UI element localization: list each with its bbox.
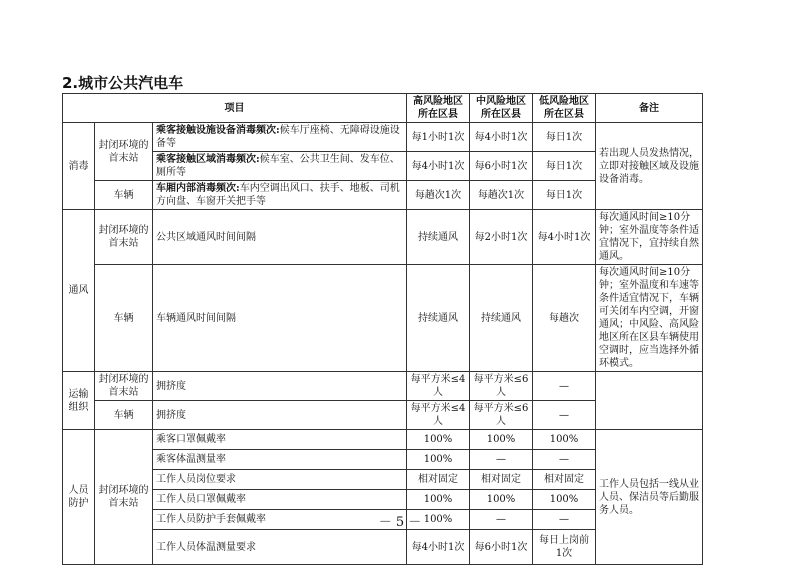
value-mid: 相对固定 bbox=[470, 470, 533, 490]
value-high: 每趟次1次 bbox=[407, 181, 470, 210]
value-high: 每1小时1次 bbox=[407, 123, 470, 152]
header-mid-risk: 中风险地区所在区县 bbox=[470, 94, 533, 123]
category-transport: 运输组织 bbox=[63, 372, 95, 430]
value-mid: 100% bbox=[470, 430, 533, 450]
item-text: 工作人员防护手套佩戴率 bbox=[153, 510, 407, 530]
value-low: 相对固定 bbox=[533, 470, 596, 490]
value-high: 每平方米≤4人 bbox=[407, 372, 470, 401]
value-low: — bbox=[533, 401, 596, 430]
value-mid: 每4小时1次 bbox=[470, 123, 533, 152]
value-mid: 每平方米≤6人 bbox=[470, 372, 533, 401]
category-ventilation: 通风 bbox=[63, 210, 95, 372]
value-high: 100% bbox=[407, 450, 470, 470]
note-ventilation-vehicle: 每次通风时间≥10分钟；室外温度和车速等条件适宜情况下，车辆可关闭车内空调，开窗通风；中风险、高风险地区所在区县车辆使用空调时，应当选择外循环模式。 bbox=[596, 265, 703, 372]
value-mid: 每6小时1次 bbox=[470, 530, 533, 565]
table-row bbox=[63, 210, 703, 265]
table-row bbox=[63, 372, 703, 401]
value-mid: 100% bbox=[470, 490, 533, 510]
value-high: 持续通风 bbox=[407, 210, 470, 265]
header-row bbox=[63, 94, 703, 123]
page-number: － 5 － bbox=[378, 515, 422, 530]
value-mid: 持续通风 bbox=[470, 265, 533, 372]
value-high: 每4小时1次 bbox=[407, 152, 470, 181]
value-low: — bbox=[533, 450, 596, 470]
value-mid: — bbox=[470, 450, 533, 470]
value-high: 相对固定 bbox=[407, 470, 470, 490]
item-text: 乘客口罩佩戴率 bbox=[153, 430, 407, 450]
item-cell bbox=[153, 123, 407, 152]
scope-station: 封闭环境的首末站 bbox=[95, 210, 153, 265]
item-text: 拥挤度 bbox=[153, 401, 407, 430]
scope-vehicle: 车辆 bbox=[95, 265, 153, 372]
section-title: 2.城市公共汽电车 bbox=[62, 74, 184, 92]
item-cell bbox=[153, 152, 407, 181]
note-transport bbox=[596, 372, 703, 430]
item-text: 拥挤度 bbox=[153, 372, 407, 401]
item-text: 工作人员口罩佩戴率 bbox=[153, 490, 407, 510]
value-mid: 每趟次1次 bbox=[470, 181, 533, 210]
value-high: 100% bbox=[407, 510, 470, 530]
value-low: 每4小时1次 bbox=[533, 210, 596, 265]
item-text: 工作人员体温测量要求 bbox=[153, 530, 407, 565]
category-disinfection: 消毒 bbox=[63, 123, 95, 210]
item-label: 车厢内部消毒频次: bbox=[156, 183, 240, 194]
note-personnel: 工作人员包括一线从业人员、保洁员等后勤服务人员。 bbox=[596, 430, 703, 565]
note-ventilation-station: 每次通风时间≥10分钟；室外温度等条件适宜情况下，宜持续自然通风。 bbox=[596, 210, 703, 265]
item-text: 车辆通风时间间隔 bbox=[153, 265, 407, 372]
item-cell bbox=[153, 181, 407, 210]
header-high-risk: 高风险地区所在区县 bbox=[407, 94, 470, 123]
value-low: 每日1次 bbox=[533, 152, 596, 181]
value-low: 100% bbox=[533, 430, 596, 450]
value-mid: — bbox=[470, 510, 533, 530]
item-label: 乘客接触设施设备消毒频次: bbox=[156, 125, 280, 136]
scope-station: 封闭环境的首末站 bbox=[95, 430, 153, 565]
scope-vehicle: 车辆 bbox=[95, 181, 153, 210]
value-high: 100% bbox=[407, 490, 470, 510]
value-mid: 每2小时1次 bbox=[470, 210, 533, 265]
value-low: 100% bbox=[533, 490, 596, 510]
value-low: 每日1次 bbox=[533, 123, 596, 152]
value-low: 每日1次 bbox=[533, 181, 596, 210]
scope-vehicle: 车辆 bbox=[95, 401, 153, 430]
table-row bbox=[63, 123, 703, 152]
scope-station: 封闭环境的首末站 bbox=[95, 123, 153, 181]
item-text: 乘客体温测量率 bbox=[153, 450, 407, 470]
scope-station: 封闭环境的首末站 bbox=[95, 372, 153, 401]
value-low: 每趟次 bbox=[533, 265, 596, 372]
item-label: 乘客接触区域消毒频次: bbox=[156, 154, 260, 165]
value-low: 每日上岗前1次 bbox=[533, 530, 596, 565]
item-text: 候车厅座椅、无障碍设施设备等 bbox=[156, 125, 400, 149]
epidemic-prevention-table bbox=[62, 93, 703, 565]
table-row bbox=[63, 265, 703, 372]
value-high: 100% bbox=[407, 430, 470, 450]
value-high: 每4小时1次 bbox=[407, 530, 470, 565]
value-low: — bbox=[533, 510, 596, 530]
table-row bbox=[63, 430, 703, 450]
value-mid: 每平方米≤6人 bbox=[470, 401, 533, 430]
header-item: 项目 bbox=[63, 94, 407, 123]
item-text: 公共区域通风时间间隔 bbox=[153, 210, 407, 265]
item-text: 工作人员岗位要求 bbox=[153, 470, 407, 490]
value-low: — bbox=[533, 372, 596, 401]
item-text: 车内空调出风口、扶手、地板、司机方向盘、车窗开关把手等 bbox=[156, 183, 400, 207]
note-disinfection: 若出现人员发热情况，立即对接触区域及设施设备消毒。 bbox=[596, 123, 703, 210]
header-low-risk: 低风险地区所在区县 bbox=[533, 94, 596, 123]
value-high: 每平方米≤4人 bbox=[407, 401, 470, 430]
item-text: 候车室、公共卫生间、发车位、厕所等 bbox=[156, 154, 400, 178]
category-personnel: 人员防护 bbox=[63, 430, 95, 565]
value-high: 持续通风 bbox=[407, 265, 470, 372]
header-note: 备注 bbox=[596, 94, 703, 123]
value-mid: 每6小时1次 bbox=[470, 152, 533, 181]
